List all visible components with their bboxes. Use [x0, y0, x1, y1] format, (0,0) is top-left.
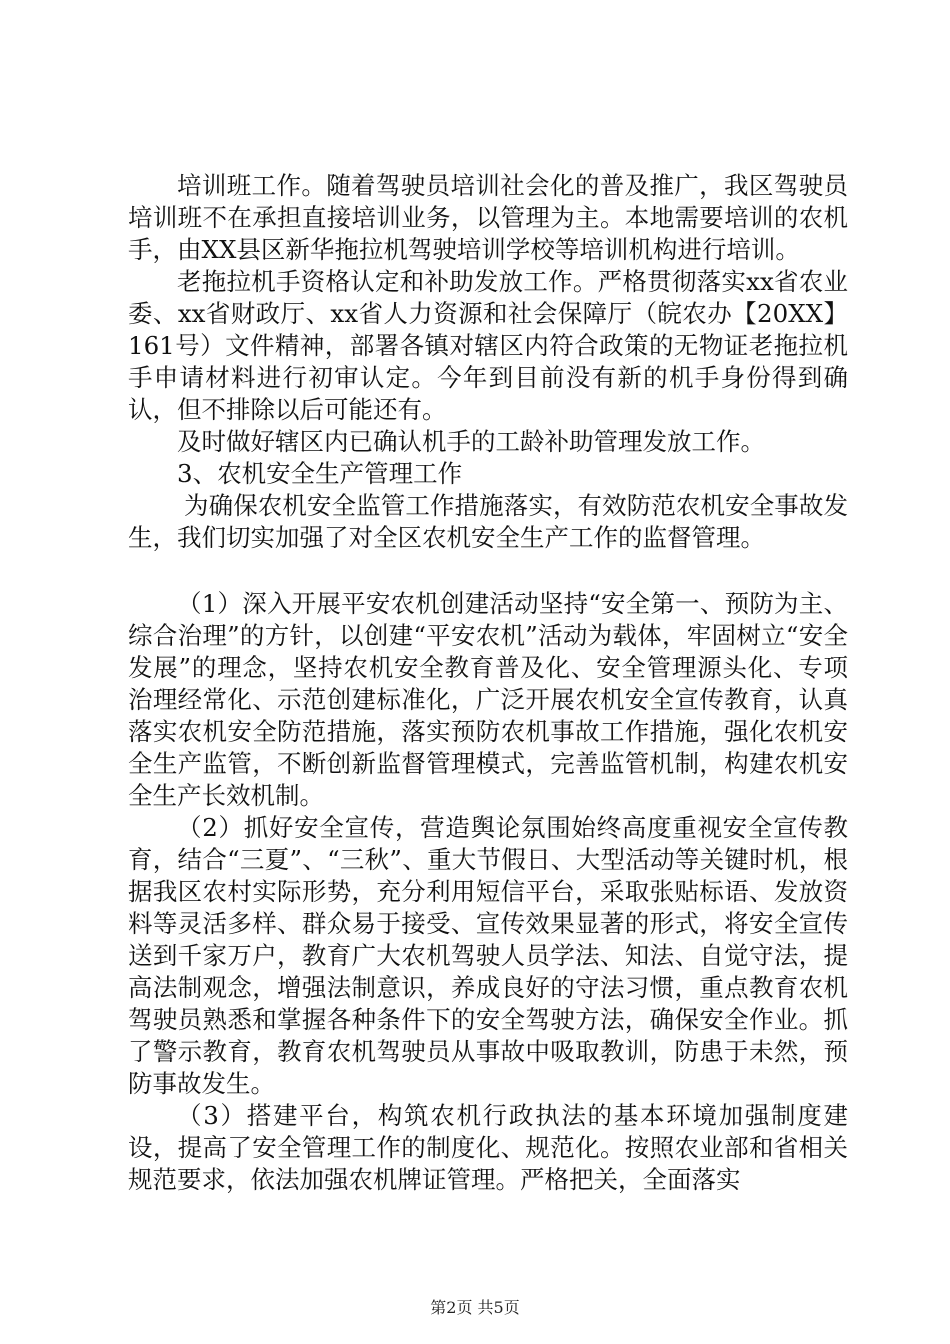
- paragraph-safety-intro: 为确保农机安全监管工作措施落实，有效防范农机安全事故发生，我们切实加强了对全区农机安全生产工作的监督管理。: [128, 491, 848, 552]
- document-body: [128, 170, 848, 1196]
- paragraph-tractor-qualification: 老拖拉机手资格认定和补助发放工作。严格贯彻落实xx省农业委、xx省财政厅、xx省人力资源和社会保障厅（皖农办【20XX】161号）文件精神，部署各镇对辖区内符合政策的无物证老拖拉机手申请材料进行初审认定。今年到目前没有新的机手身份得到确认，但不排除以后可能还有。: [128, 267, 848, 424]
- section-heading-safety: 3、农机安全生产管理工作: [177, 459, 463, 488]
- paragraph-gap: [128, 554, 848, 588]
- paragraph-item-1: （1）深入开展平安农机创建活动坚持“安全第一、预防为主、综合治理”的方针，以创建“平安农机”活动为载体，牢固树立“安全发展”的理念，坚持农机安全教育普及化、安全管理源头化、专项治理经常化、示范创建标准化，广泛开展农机安全宣传教育，认真落实农机安全防范措施，落实预防农机事故工作措施，强化农机安全生产监管，不断创新监督管理模式，完善监管机制，构建农机安全生产长效机制。: [128, 589, 848, 810]
- page-number-footer: 第2页 共5页: [430, 1298, 520, 1317]
- paragraph-item-2: （2）抓好安全宣传，营造舆论氛围始终高度重视安全宣传教育，结合“三夏”、“三秋”、重大节假日、大型活动等关键时机，根据我区农村实际形势，充分利用短信平台，采取张贴标语、发放资料等灵活多样、群众易于接受、宣传效果显著的形式，将安全宣传送到千家万户，教育广大农机驾驶人员学法、知法、自觉守法，提高法制观念，增强法制意识，养成良好的守法习惯，重点教育农机驾驶员熟悉和掌握各种条件下的安全驾驶方法，确保安全作业。抓了警示教育，教育农机驾驶员从事故中吸取教训，防患于未然，预防事故发生。: [128, 813, 848, 1098]
- paragraph-training-class: 培训班工作。随着驾驶员培训社会化的普及推广，我区驾驶员培训班不在承担直接培训业务，以管理为主。本地需要培训的农机手，由XX县区新华拖拉机驾驶培训学校等培训机构进行培训。: [128, 171, 848, 264]
- paragraph-seniority-subsidy: 及时做好辖区内已确认机手的工龄补助管理发放工作。: [177, 427, 765, 456]
- paragraph-item-3: （3）搭建平台，构筑农机行政执法的基本环境加强制度建设，提高了安全管理工作的制度化、规范化。按照农业部和省相关规范要求，依法加强农机牌证管理。严格把关，全面落实: [128, 1101, 848, 1194]
